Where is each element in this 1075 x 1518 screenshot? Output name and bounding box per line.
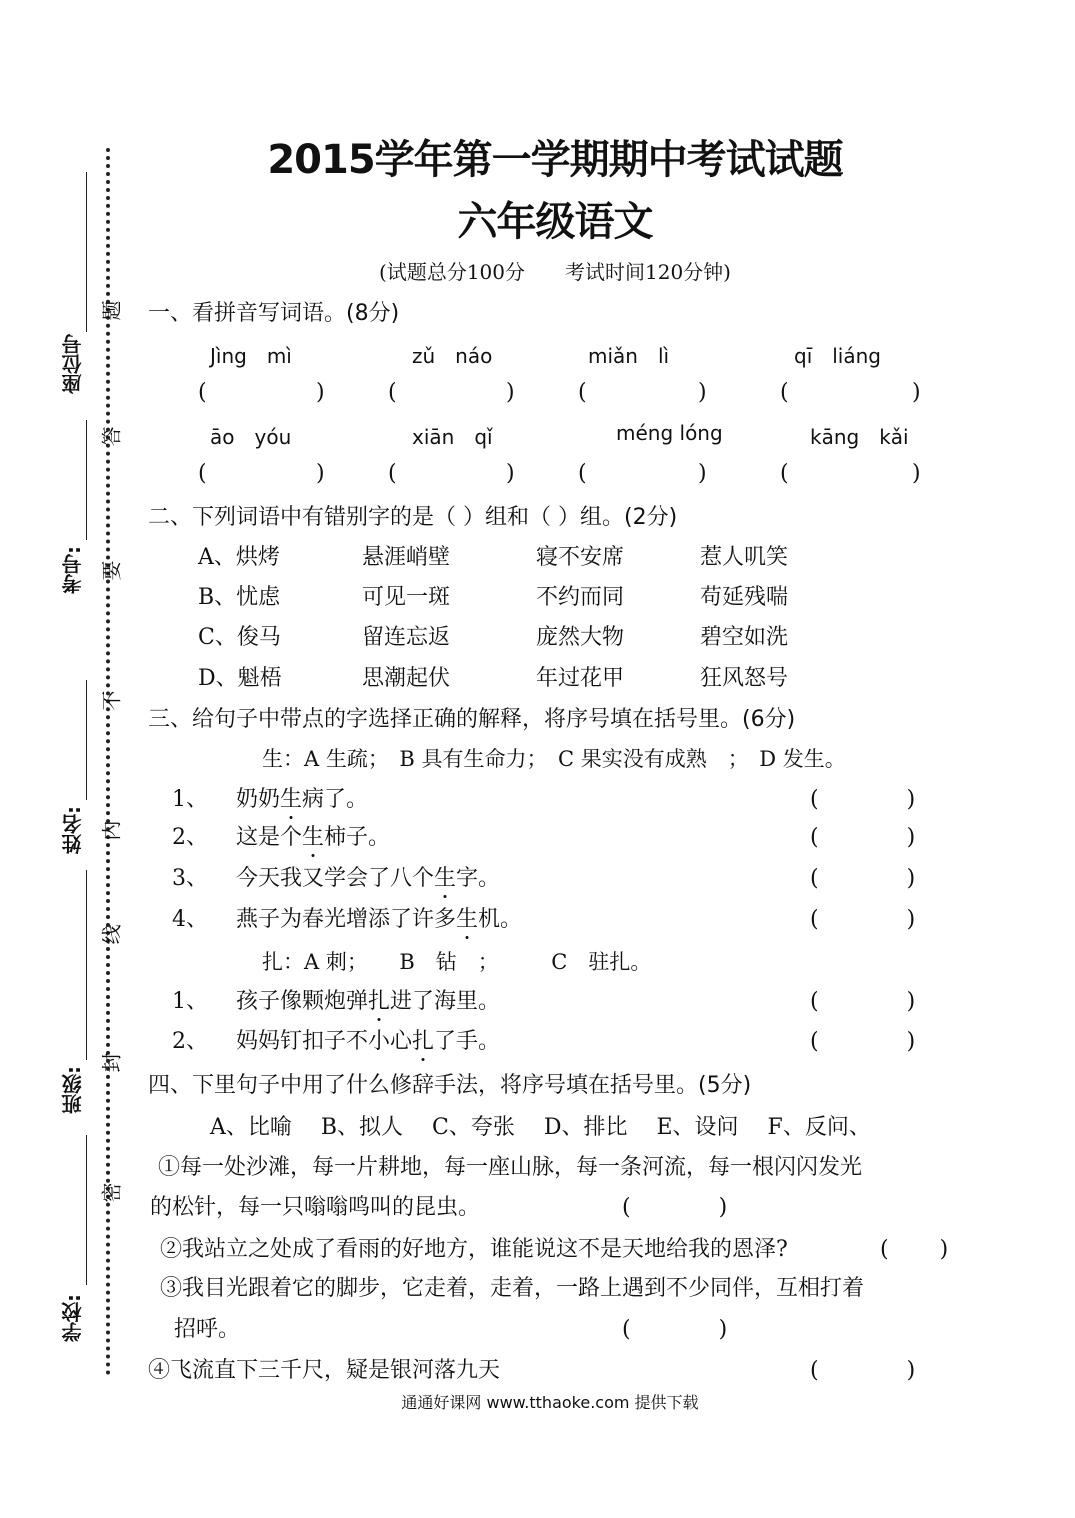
question-sentence: 孩子像颗炮弹扎进了海里。 xyxy=(236,984,500,1015)
answer-paren: ( ) xyxy=(810,1358,916,1383)
sentence-1-line2: 的松针，每一只嗡嗡鸣叫的昆虫。 xyxy=(150,1195,481,1220)
field-exam-no-label: 考号: xyxy=(61,546,85,594)
answer-paren-open: ( xyxy=(780,461,789,486)
word-option: 碧空如洗 xyxy=(700,625,789,650)
pinyin-3: miǎn lì xyxy=(588,344,670,368)
seal-char-3: 要 xyxy=(99,560,124,581)
answer-paren: ( ) xyxy=(810,1029,916,1054)
word-option: 庞然大物 xyxy=(536,625,625,650)
field-name-label: 姓名: xyxy=(61,806,85,854)
answer-paren-close: ) xyxy=(506,380,515,405)
pinyin-8: kāng kǎi xyxy=(810,425,909,449)
definition-zha: 扎：A 刺； B 钻 ； C 驻扎。 xyxy=(262,950,652,974)
answer-paren: ( ) xyxy=(810,825,916,850)
sentence-3-line1: ③我目光跟着它的脚步，它走着，走着，一路上遇到不少同伴，互相打着 xyxy=(160,1276,865,1301)
question-sentence: 燕子为春光增添了许多生机。 xyxy=(236,902,522,933)
pinyin-7: méng lóng xyxy=(616,421,723,445)
section-4-heading: 四、下里句子中用了什么修辞手法，将序号填在括号里。(5分) xyxy=(148,1073,752,1098)
answer-paren-close: ) xyxy=(912,380,921,405)
exam-info: (试题总分100分 考试时间120分钟) xyxy=(379,260,731,284)
section-3-heading: 三、给句子中带点的字选择正确的解释，将序号填在括号里。(6分) xyxy=(148,707,796,732)
seal-char-6: 线 xyxy=(99,924,124,945)
answer-paren: ( ) xyxy=(622,1195,728,1220)
word-option: 思潮起伏 xyxy=(362,666,451,691)
answer-paren: ( ) xyxy=(622,1317,728,1342)
word-option: C、俊马 xyxy=(198,625,281,650)
word-option: 惹人叽笑 xyxy=(700,545,789,570)
answer-paren-open: ( xyxy=(780,380,789,405)
pinyin-2: zǔ náo xyxy=(412,344,493,368)
footer-credit: 通通好课网 www.tthaoke.com 提供下载 xyxy=(401,1393,699,1412)
sentence-3-line2: 招呼。 xyxy=(174,1317,241,1342)
answer-paren: ( ) xyxy=(810,787,916,812)
question-sentence: 今天我又学会了八个生字。 xyxy=(236,861,500,892)
field-line-name xyxy=(86,680,87,800)
field-class-label: 班级: xyxy=(61,1066,85,1114)
question-sentence: 妈妈钉扣子不小心扎了手。 xyxy=(236,1024,500,1055)
answer-paren: ( ) xyxy=(810,907,916,932)
definition-sheng: 生：A 生疏； B 具有生命力； C 果实没有成熟 ； D 发生。 xyxy=(262,747,846,771)
question-sentence: 这是个生柿子。 xyxy=(236,820,390,851)
page-subtitle: 六年级语文 xyxy=(457,199,653,245)
word-option: A、烘烤 xyxy=(198,545,280,570)
pinyin-1: Jìng mì xyxy=(210,344,292,368)
field-line-exam-no xyxy=(86,420,87,540)
section-1-heading: 一、看拼音写词语。(8分) xyxy=(148,301,400,326)
field-line-class xyxy=(86,870,87,1060)
word-option: D、魁梧 xyxy=(198,666,282,691)
answer-paren-close: ) xyxy=(316,380,325,405)
pinyin-6: xiān qǐ xyxy=(412,425,493,449)
word-option: 留连忘返 xyxy=(362,625,451,650)
answer-paren-close: ) xyxy=(698,380,707,405)
answer-paren-open: ( xyxy=(578,461,587,486)
answer-paren: ( ) xyxy=(810,989,916,1014)
word-option: 寝不安席 xyxy=(536,545,625,570)
answer-paren: ( ) xyxy=(880,1237,949,1262)
seal-char-1: 题 xyxy=(99,300,124,321)
answer-paren-open: ( xyxy=(388,380,397,405)
question-number: 1、 xyxy=(172,787,208,812)
field-line-school xyxy=(86,1135,87,1285)
word-option: 年过花甲 xyxy=(536,666,625,691)
answer-paren-open: ( xyxy=(198,461,207,486)
sentence-4: ④飞流直下三千尺，疑是银河落九天 xyxy=(148,1358,501,1383)
seal-char-7: 封 xyxy=(99,1052,124,1073)
answer-paren: ( ) xyxy=(810,866,916,891)
answer-paren-close: ) xyxy=(912,461,921,486)
section-2-heading: 二、下列词语中有错别字的是（ ）组和（ ）组。(2分) xyxy=(148,505,678,530)
question-number: 2、 xyxy=(172,825,208,850)
pinyin-5: āo yóu xyxy=(210,425,292,449)
sentence-2: ②我站立之处成了看雨的好地方，谁能说这不是天地给我的恩泽? xyxy=(160,1237,788,1262)
page-title: 2015学年第一学期期中考试试题 xyxy=(267,137,843,183)
question-number: 2、 xyxy=(172,1029,208,1054)
word-option: 悬涯峭壁 xyxy=(362,545,451,570)
seal-char-5: 内 xyxy=(99,820,124,841)
seal-char-8: 密 xyxy=(99,1182,124,1203)
answer-paren-close: ) xyxy=(698,461,707,486)
question-number: 3、 xyxy=(172,866,208,891)
field-school-label: 学校: xyxy=(61,1294,85,1342)
seal-char-4: 不 xyxy=(99,690,124,711)
rhetoric-options: A、比喻 B、拟人 C、夸张 D、排比 E、设问 F、反问、 xyxy=(210,1115,871,1140)
word-option: B、忧虑 xyxy=(198,585,281,610)
question-sentence: 奶奶生病了。 xyxy=(236,782,368,813)
seal-char-2: 答 xyxy=(99,426,124,447)
answer-paren-open: ( xyxy=(578,380,587,405)
pinyin-4: qī liáng xyxy=(794,344,881,368)
answer-paren-close: ) xyxy=(316,461,325,486)
field-seat-label: 座位号 xyxy=(61,334,85,394)
word-option: 不约而同 xyxy=(536,585,625,610)
word-option: 苟延残喘 xyxy=(700,585,789,610)
question-number: 1、 xyxy=(172,989,208,1014)
question-number: 4、 xyxy=(172,907,208,932)
answer-paren-open: ( xyxy=(388,461,397,486)
word-option: 可见一斑 xyxy=(362,585,451,610)
answer-paren-close: ) xyxy=(506,461,515,486)
sentence-1-line1: ①每一处沙滩，每一片耕地，每一座山脉，每一条河流，每一根闪闪发光 xyxy=(158,1155,863,1180)
answer-paren-open: ( xyxy=(198,380,207,405)
word-option: 狂风怒号 xyxy=(700,666,789,691)
